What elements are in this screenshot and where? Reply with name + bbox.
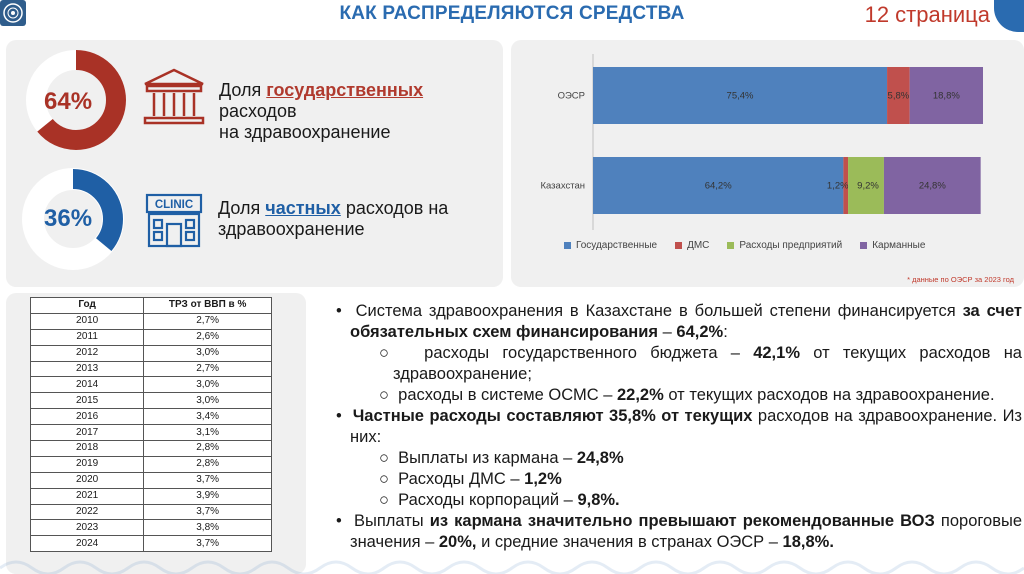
year-cell: 2015 — [31, 393, 144, 409]
year-cell: 2010 — [31, 313, 144, 329]
page-title: КАК РАСПРЕДЕЛЯЮТСЯ СРЕДСТВА — [339, 3, 685, 24]
clinic-icon — [143, 192, 205, 250]
year-cell: 2017 — [31, 425, 144, 441]
category-label: Казахстан — [540, 180, 585, 192]
table-row — [31, 520, 272, 536]
list-item: ○ Расходы ДМС – 1,2% — [379, 470, 562, 488]
clinic-icon-text: CLINIC — [154, 199, 194, 211]
list-item: ○ расходы государственного бюджета – 42,1% от текущих расходов на здравоохранение; — [379, 344, 1022, 383]
gdp-share-cell: 2,8% — [144, 441, 272, 457]
table-row — [31, 345, 272, 361]
gdp-share-cell: 2,6% — [144, 329, 272, 345]
legend-swatch — [860, 242, 867, 249]
gdp-share-cell: 2,8% — [144, 456, 272, 472]
table-row — [31, 472, 272, 488]
private-share-highlight: частных — [265, 198, 341, 218]
year-cell: 2021 — [31, 488, 144, 504]
list-item: • Выплаты из кармана значительно превышают рекомендованные ВОЗ пороговые значения – 20%, и средние значения в странах ОЭСР – 18,8%. — [336, 512, 1023, 551]
legend-label: ДМС — [687, 240, 710, 251]
year-cell: 2023 — [31, 520, 144, 536]
gdp-share-cell: 3,0% — [144, 393, 272, 409]
table-row — [31, 441, 272, 457]
legend-swatch — [727, 242, 734, 249]
year-cell: 2014 — [31, 377, 144, 393]
gdp-share-cell: 3,4% — [144, 409, 272, 425]
list-item: ○ расходы в системе ОСМС – 22,2% от текущих расходов на здравоохранение. — [379, 386, 995, 404]
gdp-share-cell: 3,7% — [144, 472, 272, 488]
data-label: 9,2% — [857, 180, 879, 192]
table-row — [31, 504, 272, 520]
data-label: 75,4% — [726, 90, 754, 102]
table-row — [31, 425, 272, 441]
data-label: 18,8% — [932, 90, 960, 102]
table-row — [31, 409, 272, 425]
data-label: 5,8% — [887, 90, 910, 102]
chart-legend — [564, 240, 925, 251]
gdp-share-cell: 3,1% — [144, 425, 272, 441]
public-share-highlight: государственных — [266, 80, 424, 100]
year-cell: 2019 — [31, 456, 144, 472]
legend-item — [860, 240, 925, 251]
gdp-share-cell: 3,0% — [144, 345, 272, 361]
year-cell: 2016 — [31, 409, 144, 425]
table-row — [31, 456, 272, 472]
column-header-year: Год — [31, 298, 144, 314]
year-cell: 2020 — [31, 472, 144, 488]
government-building-icon — [141, 66, 207, 128]
gdp-share-cell: 3,8% — [144, 520, 272, 536]
table-row — [31, 377, 272, 393]
list-item: ○ Выплаты из кармана – 24,8% — [379, 449, 624, 467]
legend-item — [727, 240, 842, 251]
legend-label: Государственные — [576, 240, 658, 251]
table-row — [31, 488, 272, 504]
list-item: ○ Расходы корпораций – 9,8%. — [379, 491, 620, 509]
table-header-row — [31, 298, 272, 314]
table-row — [31, 536, 272, 552]
data-label: 1,2% — [826, 180, 849, 192]
legend-label: Расходы предприятий — [739, 240, 843, 251]
year-cell: 2013 — [31, 361, 144, 377]
year-cell: 2022 — [31, 504, 144, 520]
ornament-border — [0, 554, 1024, 574]
year-cell: 2024 — [31, 536, 144, 552]
gdp-share-cell: 3,7% — [144, 504, 272, 520]
public-share-value: 64% — [44, 88, 93, 115]
legend-label: Карманные — [872, 240, 926, 251]
health-spending-gdp-table — [30, 297, 272, 552]
gdp-share-cell: 2,7% — [144, 313, 272, 329]
column-header-gdp-share: ТРЗ от ВВП в % — [144, 298, 272, 314]
year-cell: 2012 — [31, 345, 144, 361]
findings-list — [336, 301, 1022, 553]
legend-item — [675, 240, 709, 251]
table-row — [31, 313, 272, 329]
legend-item — [564, 240, 657, 251]
spending-structure-chart — [511, 40, 1024, 250]
gdp-share-cell: 3,9% — [144, 488, 272, 504]
list-item: • Частные расходы составляют 35,8% от текущих расходов на здравоохранение. Из них: — [336, 407, 1022, 446]
table-row — [31, 361, 272, 377]
list-item: • Система здравоохранения в Казахстане в большей степени финансируется за счет обязательных схем финансирования – 64,2%: — [336, 302, 1023, 341]
private-share-value: 36% — [44, 205, 93, 232]
gdp-share-cell: 2,7% — [144, 361, 272, 377]
data-label: 24,8% — [918, 180, 946, 192]
legend-swatch — [564, 242, 571, 249]
table-row — [31, 329, 272, 345]
private-share-text: Доля частных расходов на здравоохранение — [218, 198, 449, 239]
chart-footnote: * данные по ОЭСР за 2023 год — [907, 275, 1014, 284]
data-label: 64,2% — [704, 180, 732, 192]
public-share-text: Доля государственных расходов на здравоохранение — [219, 80, 424, 142]
page-number: 12 страница — [827, 0, 1000, 30]
year-cell: 2018 — [31, 441, 144, 457]
category-label: ОЭСР — [557, 90, 585, 102]
legend-swatch — [675, 242, 682, 249]
gdp-share-cell: 3,0% — [144, 377, 272, 393]
gdp-share-cell: 3,7% — [144, 536, 272, 552]
year-cell: 2011 — [31, 329, 144, 345]
table-row — [31, 393, 272, 409]
